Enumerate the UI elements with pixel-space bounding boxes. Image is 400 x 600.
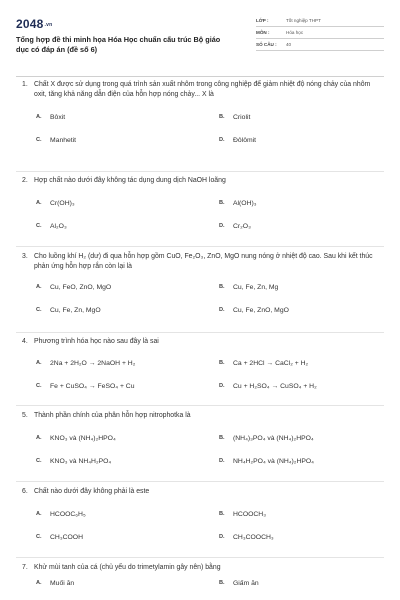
question-text: Phương trình hóa học nào sau đây là sai — [34, 338, 159, 345]
option-b[interactable] — [219, 276, 389, 299]
question-text: Cho luồng khí H₂ (dư) đi qua hỗn hợp gồm CuO, Fe₂O₃, ZnO, MgO nung nóng ở nhiệt độ cao. Sau khi kết thúc phản ứng hỗn hợp rắn còn lại là — [34, 253, 373, 271]
options-grid — [36, 352, 382, 398]
header-left — [16, 14, 231, 68]
option-a[interactable] — [36, 192, 219, 215]
option-letter: C. — [36, 223, 42, 230]
option-text: CH₃COOH — [50, 534, 83, 542]
option-letter: C. — [36, 307, 42, 314]
option-letter: A. — [36, 579, 42, 586]
option-letter: D. — [219, 223, 225, 230]
meta-value: Tốt nghiệp THPT — [286, 18, 321, 23]
question-1 — [22, 80, 382, 152]
option-d[interactable] — [219, 450, 389, 473]
option-letter: D. — [219, 383, 225, 390]
question-separator — [16, 171, 384, 172]
question-separator — [16, 557, 384, 558]
option-letter: C. — [36, 383, 42, 390]
option-b[interactable] — [219, 192, 389, 215]
option-letter: C. — [36, 458, 42, 465]
option-text: NH₄H₂PO₄ và (NH₄)₂HPO₄ — [233, 458, 314, 466]
option-b[interactable] — [219, 352, 389, 375]
option-c[interactable] — [36, 450, 219, 473]
options-grid — [36, 106, 382, 152]
site-logo[interactable] — [16, 17, 231, 31]
option-c[interactable] — [36, 299, 219, 322]
option-b[interactable] — [219, 503, 389, 526]
meta-row-count — [256, 39, 384, 51]
meta-row-grade — [256, 15, 384, 27]
option-text: Bôxit — [50, 114, 66, 122]
question-text-row — [22, 487, 382, 497]
logo-main: 2048 — [16, 17, 44, 31]
meta-label: SỐ CÂU : — [256, 42, 277, 47]
option-text: Cu + H₂SO₄ → CuSO₄ + H₂ — [233, 383, 317, 391]
option-text: Đôlômit — [233, 137, 257, 145]
option-text: Cr(OH)₃ — [50, 200, 75, 208]
question-number: 5. — [22, 412, 28, 419]
option-a[interactable] — [36, 576, 219, 590]
option-text: Manhetit — [50, 137, 77, 145]
question-3 — [22, 252, 382, 322]
option-letter: B. — [219, 511, 225, 518]
question-2 — [22, 176, 382, 238]
option-a[interactable] — [36, 106, 219, 129]
question-text: Khử mùi tanh của cá (chủ yếu do trimetylamin gây nên) bằng — [34, 564, 221, 571]
question-text-row — [22, 80, 382, 100]
option-text: KNO₃ và (NH₄)₂HPO₄ — [50, 435, 116, 443]
logo-suffix: .vn — [44, 21, 53, 28]
question-number: 3. — [22, 253, 28, 260]
option-text: Al(OH)₃ — [233, 200, 257, 208]
question-separator — [16, 481, 384, 482]
meta-row-subject — [256, 27, 384, 39]
option-letter: A. — [36, 114, 42, 121]
question-6 — [22, 487, 382, 549]
option-text: Cu, Fe, ZnO, MgO — [233, 307, 289, 315]
question-text: Hợp chất nào dưới đây không tác dụng dung dịch NaOH loãng — [34, 177, 226, 184]
option-letter: C. — [36, 534, 42, 541]
question-5 — [22, 411, 382, 473]
question-text-row — [22, 411, 382, 421]
question-separator — [16, 405, 384, 406]
option-text: (NH₄)₃PO₄ và (NH₄)₂HPO₄ — [233, 435, 314, 443]
question-number: 1. — [22, 81, 28, 88]
option-text: 2Na + 2H₂O → 2NaOH + H₂ — [50, 360, 136, 368]
option-text: Cu, Fe, Zn, Mg — [233, 284, 279, 292]
options-grid — [36, 276, 382, 322]
option-letter: B. — [219, 284, 225, 291]
options-grid — [36, 427, 382, 473]
option-d[interactable] — [219, 129, 389, 152]
options-grid — [36, 503, 382, 549]
question-7 — [22, 563, 382, 590]
option-a[interactable] — [36, 503, 219, 526]
question-number: 4. — [22, 338, 28, 345]
option-d[interactable] — [219, 215, 389, 238]
option-letter: A. — [36, 200, 42, 207]
option-text: HCOOC₆H₅ — [50, 511, 86, 519]
question-separator — [16, 332, 384, 333]
option-text: Cr₂O₃ — [233, 223, 251, 231]
meta-label: LỚP : — [256, 18, 269, 23]
options-grid — [36, 192, 382, 238]
document-header — [16, 14, 384, 68]
option-letter: D. — [219, 458, 225, 465]
option-letter: A. — [36, 435, 42, 442]
option-letter: A. — [36, 284, 42, 291]
option-letter: B. — [219, 200, 225, 207]
meta-label: MÔN : — [256, 30, 270, 35]
option-c[interactable] — [36, 129, 219, 152]
option-b[interactable] — [219, 106, 389, 129]
option-b[interactable] — [219, 427, 389, 450]
document-title: Tổng hợp đề thi minh họa Hóa Học chuẩn cấu trúc Bộ giáo dục có đáp án (đề số 6) — [16, 35, 221, 54]
option-letter: A. — [36, 511, 42, 518]
question-text-row — [22, 176, 382, 186]
question-text-row — [22, 337, 382, 347]
option-d[interactable] — [219, 299, 389, 322]
option-text: CH₃COOCH₃ — [233, 534, 274, 542]
question-text-row — [22, 252, 382, 272]
option-text: Al₂O₃ — [50, 223, 67, 231]
option-text: Muối ăn — [50, 579, 75, 587]
question-text: Chất nào dưới đây không phải là este — [34, 488, 150, 495]
meta-value: Hóa học — [286, 30, 304, 35]
option-letter: C. — [36, 137, 42, 144]
option-a[interactable] — [36, 276, 219, 299]
option-d[interactable] — [219, 375, 389, 398]
option-text: HCOOCH₃ — [233, 511, 266, 519]
question-text: Thành phần chính của phân hỗn hợp nitrophotka là — [34, 412, 191, 419]
option-letter: B. — [219, 579, 225, 586]
header-divider — [16, 76, 384, 77]
option-text: Giấm ăn — [233, 579, 259, 587]
meta-value: 40 — [286, 42, 292, 47]
option-text: Cu, Fe, Zn, MgO — [50, 307, 101, 315]
option-letter: D. — [219, 534, 225, 541]
option-a[interactable] — [36, 352, 219, 375]
option-b[interactable] — [219, 576, 389, 590]
option-c[interactable] — [36, 215, 219, 238]
option-letter: A. — [36, 360, 42, 367]
question-text: Chất X được sử dụng trong quá trình sản xuất nhôm trong công nghiệp để giảm nhiệt độ nóng chảy của nhôm oxit, tăng khả năng dẫn điện của hỗn hợp nóng chảy... X là — [34, 81, 371, 99]
option-letter: D. — [219, 137, 225, 144]
option-text: Fe + CuSO₄ → FeSO₄ + Cu — [50, 383, 135, 391]
question-separator — [16, 246, 384, 247]
question-number: 7. — [22, 564, 28, 571]
question-4 — [22, 337, 382, 398]
option-text: Ca + 2HCl → CaCl₂ + H₂ — [233, 360, 309, 368]
option-a[interactable] — [36, 427, 219, 450]
meta-table — [256, 15, 384, 68]
options-grid — [36, 576, 382, 590]
option-c[interactable] — [36, 526, 219, 549]
option-letter: B. — [219, 435, 225, 442]
option-letter: B. — [219, 360, 225, 367]
option-letter: D. — [219, 307, 225, 314]
question-number: 2. — [22, 177, 28, 184]
question-number: 6. — [22, 488, 28, 495]
question-text-row — [22, 563, 382, 573]
option-text: Cu, FeO, ZnO, MgO — [50, 284, 112, 292]
option-text: KNO₃ và NH₄H₂PO₄ — [50, 458, 112, 466]
option-c[interactable] — [36, 375, 219, 398]
option-d[interactable] — [219, 526, 389, 549]
option-text: Criolit — [233, 114, 251, 122]
option-letter: B. — [219, 114, 225, 121]
